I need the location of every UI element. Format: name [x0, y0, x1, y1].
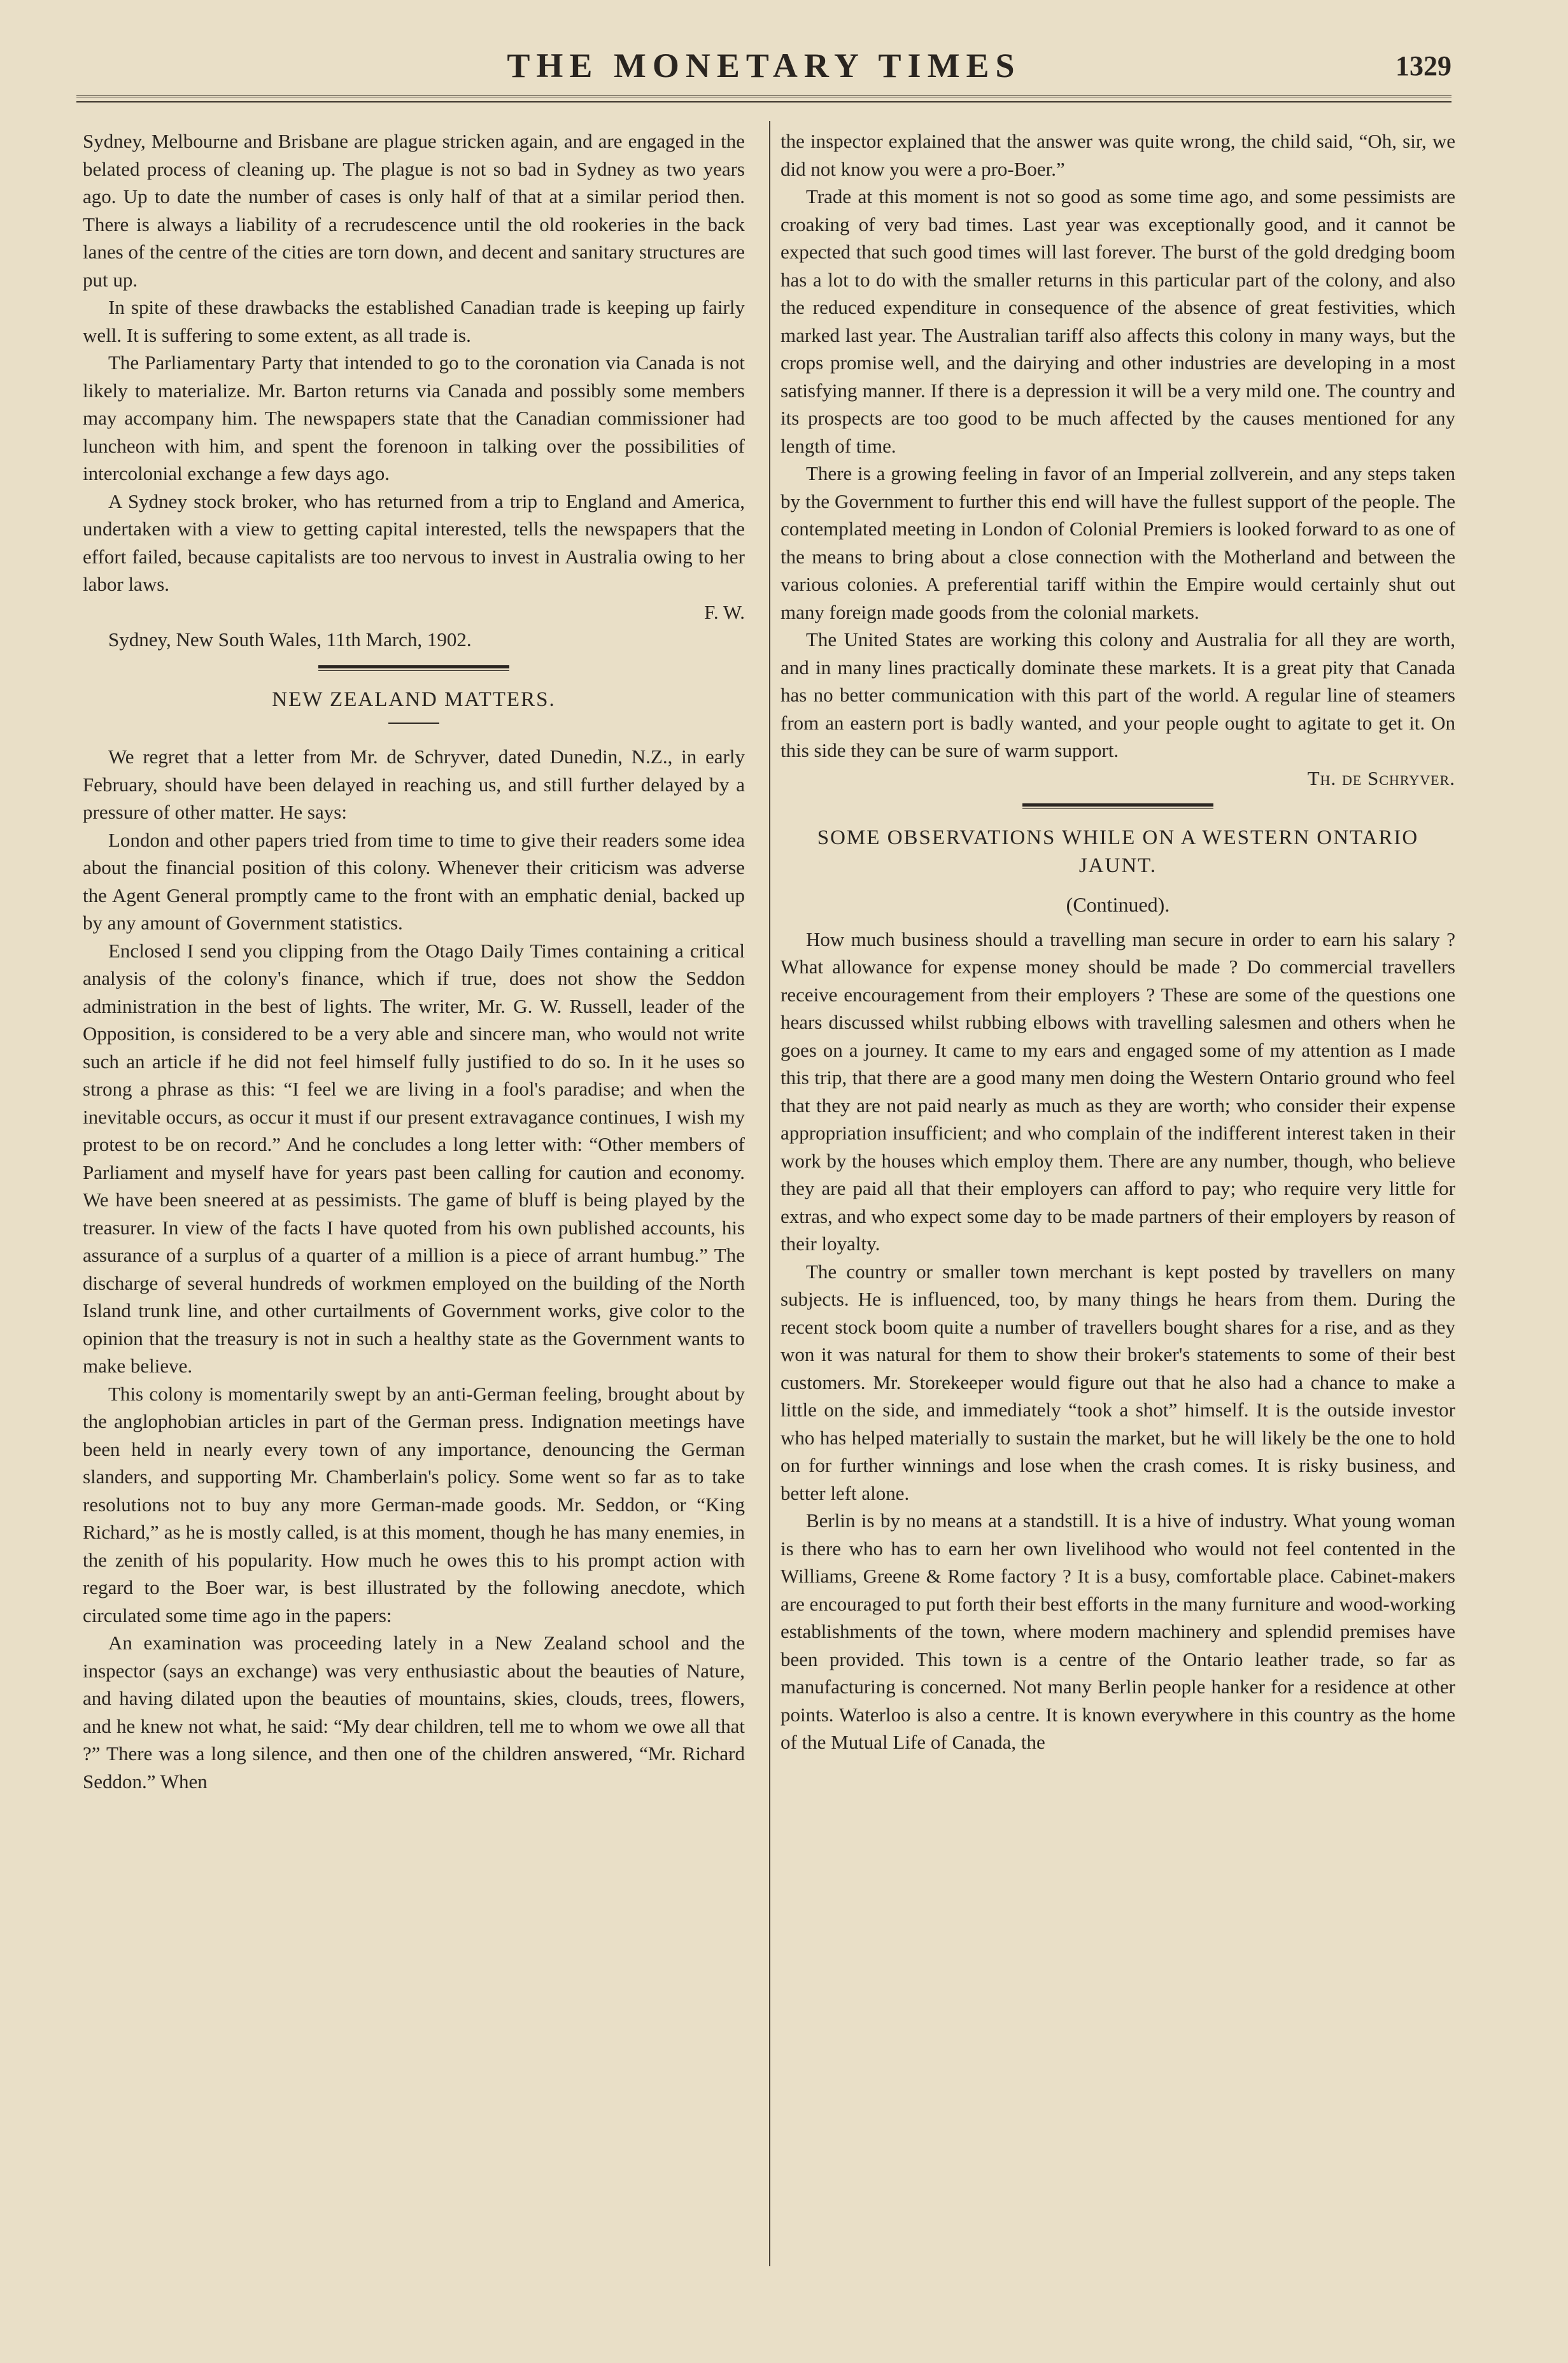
heading-rule: [388, 723, 439, 724]
section-rule: [1022, 803, 1213, 809]
signature: F. W.: [704, 600, 745, 623]
paragraph: An examination was proceeding lately in a New Zealand school and the inspector (says an exchange) was very enthusiastic about the beauties of Nature, and having dilated upon the beauties of mountains, skies, clouds, trees, flowers, and he knew not what, he said: “My dear children, tell me to whom we owe all that ?” There was a long silence, and then one of the children answered, “Mr. Richard Seddon.” When: [83, 1632, 745, 1793]
publication-title: THE MONETARY TIMES: [507, 46, 1021, 85]
paragraph: The United States are working this colony and Australia for all they are worth, and in many lines practically dominate these markets. It is a great pity that Canada has no better communication with this part of the world. A regular line of steamers from an eastern port is badly wanted, and your people ought to agitate to get it. On this side they can be sure of warm support.: [780, 628, 1455, 761]
section-subheading: (Continued).: [1066, 893, 1170, 916]
paragraph: How much business should a travelling man secure in order to earn his salary ? What allowance for expense money should be made ? Do commercial travellers receive encouragement from their employers ? These are some of the questions one hears discussed whilst rubbing elbows with travelling salesmen and others when he goes on a journey. It came to my ears and engaged some of my attention as I made this trip, that there are a good many men doing the Western Ontario ground who feel that they are not paid nearly as much as they are worth; who consider their expense appropriation insufficient; and who complain of the indifferent interest taken in their work by the houses which employ them. There are any number, though, who believe they are paid all that their employers can afford to pay; who require very little for extras, and who expect some day to be made partners of their employers by reason of their loyalty.: [780, 928, 1455, 1255]
paragraph: The country or smaller town merchant is kept posted by travellers on many subjects. He is influenced, too, by many things he hears from them. During the recent stock boom quite a number of travellers bought shares for a rise, and as they won it was natural for them to show their broker's statements to some of their best customers. Mr. Storekeeper would figure out that he also had a chance to make a little on the side, and immediately “took a shot” himself. It is the outside investor who has helped materially to sustain the market, but he will likely be the one to hold on for further winnings and lose when the crash comes. It is risky business, and better left alone.: [780, 1260, 1455, 1504]
dateline: Sydney, New South Wales, 11th March, 1902.: [108, 628, 472, 651]
paragraph: In spite of these drawbacks the established Canadian trade is keeping up fairly well. It is suffering to some extent, as all trade is.: [83, 296, 745, 346]
left-column: [83, 127, 745, 1795]
column-divider: [769, 121, 770, 2266]
section-heading: SOME OBSERVATIONS WHILE ON A WESTERN ONTARIO JAUNT.: [817, 826, 1419, 877]
paragraph: A Sydney stock broker, who has returned from a trip to England and America, undertaken with a view to getting capital interested, tells the newspapers that the effort failed, because capitalists are too nervous to invest in Australia owing to her labor laws.: [83, 490, 745, 595]
right-column: [780, 127, 1455, 1756]
section-rule: [318, 665, 509, 671]
page-number: 1329: [1395, 50, 1451, 81]
paragraph: There is a growing feeling in favor of an Imperial zollverein, and any steps taken by the Government to further this end will have the fullest support of the people. The contemplated meeting in London of Colonial Premiers is looked forward to as one of the means to bring about a close connection with the Motherland and between the various colonies. A preferential tariff within the Empire would certainly shut out many foreign made goods from the colonial markets.: [780, 462, 1455, 623]
paragraph: London and other papers tried from time to time to give their readers some idea about the financial position of this colony. Whenever their criticism was adverse the Agent General promptly came to the front with an emphatic denial, backed up by any amount of Government statistics.: [83, 828, 745, 934]
paragraph: The Parliamentary Party that intended to go to the coronation via Canada is not likely to materialize. Mr. Barton returns via Canada and possibly some members may accompany him. The newspapers state that the Canadian commissioner had luncheon with him, and spent the forenoon in talking over the possibilities of intercolonial exchange a few days ago.: [83, 351, 745, 484]
paragraph: Berlin is by no means at a standstill. It is a hive of industry. What young woman is there who has to earn her own livelihood who would not feel contented in the Williams, Greene & Rome factory ? It is a busy, comfortable place. Cabinet-makers are encouraged to put forth their best efforts in the many furniture and wood-working establishments of the town, where modern machinery and splendid premises have been provided. This town is a centre of the Ontario leather trade, so far as manufacturing is concerned. Not many Berlin people hanker for a residence at other points. Waterloo is also a centre. It is known everywhere in this country as the home of the Mutual Life of Canada, the: [780, 1509, 1455, 1753]
header-rule: [76, 95, 1451, 102]
section-heading: NEW ZEALAND MATTERS.: [272, 688, 556, 711]
paragraph: Enclosed I send you clipping from the Otago Daily Times containing a critical analysis of the colony's finance, which if true, does not show the Seddon administration in the best of lights. The writer, Mr. G. W. Russell, leader of the Opposition, is considered to be a very able and sincere man, who would not write such an article if he did not feel himself fully justified to do so. In it he uses so strong a phrase as this: “I feel we are living in a fool's paradise; and when the inevitable occurs, as occur it must if our present extravagance continues, I wish my protest to be on record.” And he concludes a long letter with: “Other members of Parliament and myself have for years past been calling for caution and economy. We have been sneered at as pessimists. The game of bluff is being played by the treasurer. In view of the facts I have quoted from his own published accounts, his assurance of a surplus of a quarter of a million is a piece of arrant humbug.” The discharge of several hundreds of workmen employed on the building of the North Island trunk line, and other curtailments of Government works, give color to the opinion that the treasury is not in such a healthy state as the Government wants to make believe.: [83, 939, 745, 1377]
signature: Th. de Schryver.: [1307, 766, 1455, 789]
paragraph: Trade at this moment is not so good as some time ago, and some pessimists are croaking of very bad times. Last year was exceptionally good, and it cannot be expected that such good times will last forever. The burst of the gold dredging boom has a lot to do with the smaller returns in this particular part of the colony, and also the reduced expenditure in consequence of the absence of great festivities, which marked last year. The Australian tariff also affects this colony in many ways, but the crops promise well, and the dairying and other industries are developing in a most satisfying manner. If there is a depression it will be a very mild one. The country and its prospects are too good to be much affected by the causes mentioned for any length of time.: [780, 185, 1455, 457]
paragraph: We regret that a letter from Mr. de Schryver, dated Dunedin, N.Z., in early February, should have been delayed in reaching us, and still further delayed by a pressure of other matter. He says:: [83, 745, 745, 823]
paragraph: Sydney, Melbourne and Brisbane are plague stricken again, and are engaged in the belated process of cleaning up. The plague is not so bad in Sydney as two years ago. Up to date the number of cases is only half of that at a similar period then. There is always a liability of a recrudescence until the old rookeries in the back lanes of the centre of the cities are torn down, and decent and sanitary structures are put up.: [83, 130, 745, 291]
paragraph: the inspector explained that the answer was quite wrong, the child said, “Oh, sir, we did not know you were a pro-Boer.”: [780, 130, 1455, 180]
page-header: [76, 41, 1451, 92]
paragraph: This colony is momentarily swept by an anti-German feeling, brought about by the anglophobian articles in part of the German press. Indignation meetings have been held in nearly every town of any importance, denouncing the German slanders, and supporting Mr. Chamberlain's policy. Some went so far as to take resolutions not to buy any more German-made goods. Mr. Seddon, or “King Richard,” as he is mostly called, is at this moment, though he has many enemies, in the zenith of his popularity. How much he owes this to his prompt action with regard to the Boer war, is best illustrated by the following anecdote, which circulated some time ago in the papers:: [83, 1382, 745, 1626]
